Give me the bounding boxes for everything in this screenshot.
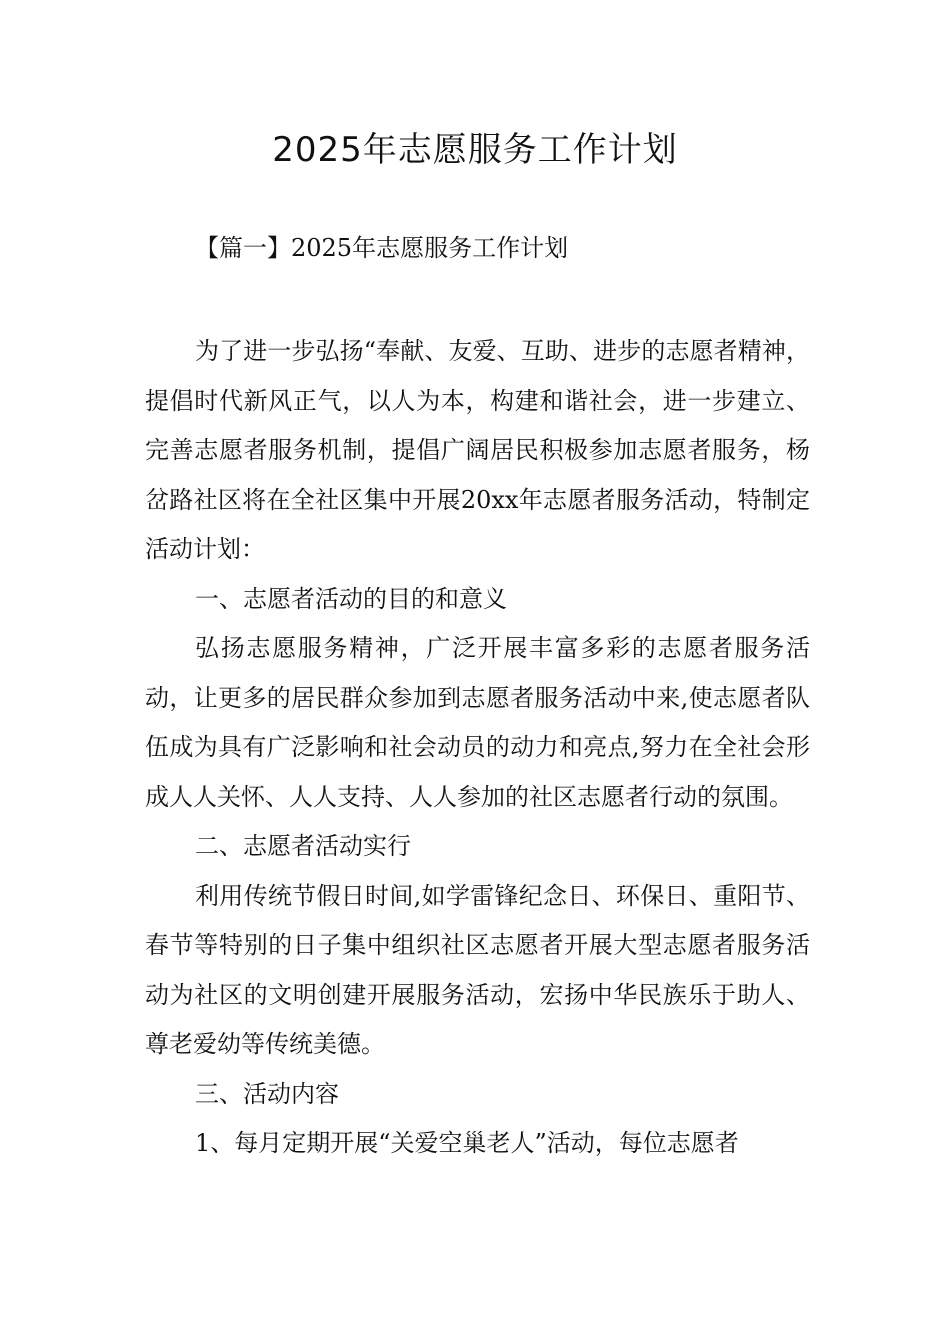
list-item-1: 1、每月定期开展“关爱空巢老人”活动，每位志愿者 bbox=[195, 1129, 739, 1157]
document-title: 2025年志愿服务工作计划 bbox=[272, 130, 678, 170]
intro-paragraph: 为了进一步弘扬“奉献、友爱、互助、进步的志愿者精神，提倡时代新风正气，以人为本，构建和谐社会，进一步建立、完善志愿者服务机制，提倡广阔居民积极参加志愿者服务，杨岔路社区将在全社区集中开展20xx年志愿者服务活动，特制定活动计划： bbox=[145, 337, 810, 563]
section-heading-2: 二、志愿者活动实行 bbox=[195, 832, 411, 860]
document-body bbox=[145, 327, 810, 1169]
section-paragraph-1: 弘扬志愿服务精神，广泛开展丰富多彩的志愿者服务活动，让更多的居民群众参加到志愿者服务活动中来,使志愿者队伍成为具有广泛影响和社会动员的动力和亮点,努力在全社会形成人人关怀、人人支持、人人参加的社区志愿者行动的氛围。 bbox=[145, 634, 810, 811]
section-heading-1: 一、志愿者活动的目的和意义 bbox=[195, 584, 507, 613]
document-subtitle: 【篇一】2025年志愿服务工作计划 bbox=[195, 234, 569, 262]
section-paragraph-2: 利用传统节假日时间,如学雷锋纪念日、环保日、重阳节、春节等特别的日子集中组织社区志愿者开展大型志愿者服务活动为社区的文明创建开展服务活动，宏扬中华民族乐于助人、尊老爱幼等传统美德。 bbox=[145, 881, 810, 1058]
section-heading-3: 三、活动内容 bbox=[195, 1079, 339, 1108]
